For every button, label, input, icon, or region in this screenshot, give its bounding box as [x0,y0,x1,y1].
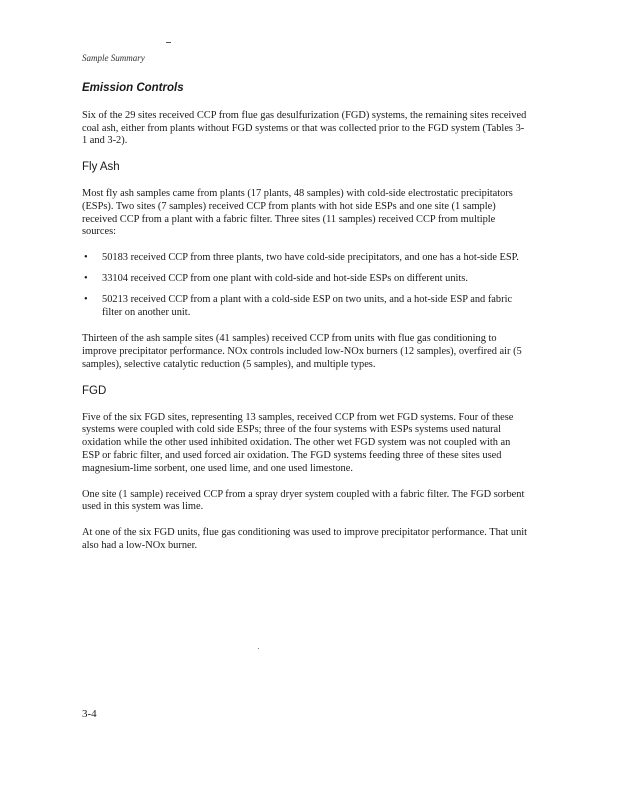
list-item [82,252,528,265]
section-title: Emission Controls [82,82,184,94]
list-item-text: 50183 received CCP from three plants, two have cold-side precipitators, and one has a hot-side ESP. [102,252,519,264]
scan-speck [258,648,259,649]
page-number: 3-4 [82,708,97,720]
list-item-text: 50213 received CCP from a plant with a cold-side ESP on two units, and a hot-side ESP and fabric filter on another unit. [102,293,513,318]
list-item [82,273,528,286]
bullet-icon: • [84,252,88,264]
page-content [82,82,528,566]
bullet-icon: • [84,293,88,305]
fgd-paragraph-3: At one of the six FGD units, flue gas conditioning was used to improve precipitator performance. That unit also had a low-NOx burner. [82,527,528,551]
scan-mark [166,42,171,43]
fgd-heading: FGD [82,384,107,397]
fly-ash-paragraph-2: Thirteen of the ash sample sites (41 samples) received CCP from units with flue gas conditioning to improve precipitator performance. NOx controls included low-NOx burners (12 samples), overfired air (5 samples), selective catalytic reduction (5 samples), and multiple types. [82,333,522,370]
list-item-text: 33104 received CCP from one plant with cold-side and hot-side ESPs on different units. [102,272,468,284]
list-item [82,294,528,320]
bullet-icon: • [84,272,88,284]
fly-ash-paragraph-1: Most fly ash samples came from plants (17 plants, 48 samples) with cold-side electrostatic precipitators (ESPs). Two sites (7 samples) received CCP from plants with hot side ESPs and one site (1 sample) received CCP from a plant with a fabric filter. Three sites (11 samples) received CCP from multiple sources: [82,187,513,238]
running-head: Sample Summary [82,53,145,63]
fgd-paragraph-1: Five of the six FGD sites, representing 13 samples, received CCP from wet FGD systems. Four of these systems were coupled with cold side ESPs; three of the four systems with ESPs systems used natural oxidation while the other used inhibited oxidation. The other wet FGD system was not coupled with an ESP or fabric filter, and used forced air oxidation. The FGD systems feeding three of these sites used magnesium-lime sorbent, one used lime, and one used limestone. [82,411,514,474]
fgd-paragraph-2: One site (1 sample) received CCP from a spray dryer system coupled with a fabric filter. The FGD sorbent used in this system was lime. [82,488,525,513]
intro-paragraph: Six of the 29 sites received CCP from flue gas desulfurization (FGD) systems, the remaining sites received coal ash, either from plants without FGD systems or that was collected prior to the FGD system (Tables 3-1 and 3-2). [82,109,527,147]
fly-ash-bullet-list [82,252,528,319]
fly-ash-heading: Fly Ash [82,161,120,174]
